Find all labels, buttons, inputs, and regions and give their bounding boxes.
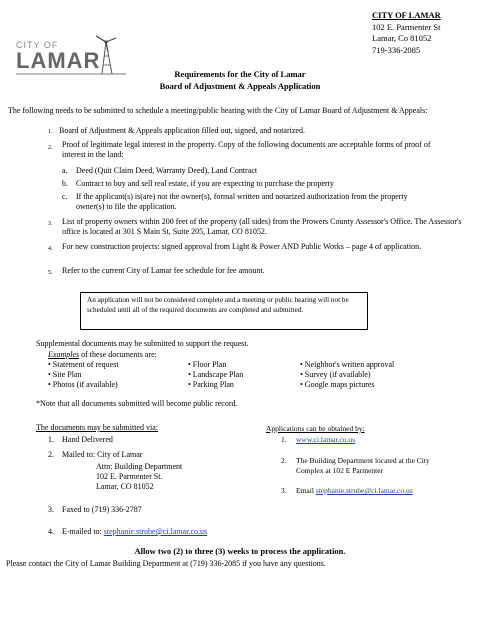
mail-city: Lamar, CO 81052 xyxy=(96,482,154,491)
obtain-building-dept: The Building Department located at the City Complex at 102 E Parmenter xyxy=(296,456,430,475)
intro-text: The following needs to be submitted to schedule a meeting/public hearing with the City of Lamar Board of Adjustment & Appeals: xyxy=(8,106,428,115)
processing-time: Allow two (2) to three (3) weeks to process the application. xyxy=(134,546,346,556)
req-text-2: Proof of legitimate legal interest in the property. Copy of the following documents are acceptable forms of proof of interest in the land: xyxy=(62,140,431,159)
address-block xyxy=(372,10,441,56)
obtain-num-1: 1. xyxy=(281,435,287,444)
submit-heading: The documents may be submitted via: xyxy=(36,423,158,432)
submit-num-3: 3. xyxy=(48,505,54,514)
submit-num-4: 4. xyxy=(48,527,54,536)
submit-mail: Mailed to: City of Lamar xyxy=(62,450,143,459)
req-num-2: 2. xyxy=(48,145,53,151)
example-item: • Photos (if available) xyxy=(48,380,118,389)
examples-col-2 xyxy=(188,360,243,390)
supplemental-intro: Supplemental documents may be submitted to support the request. xyxy=(36,339,249,348)
req-num-5: 5. xyxy=(48,270,53,276)
example-item: • Statement of request xyxy=(48,360,119,369)
sub-text-a: Deed (Quit Claim Deed, Warranty Deed), Land Contract xyxy=(76,166,258,175)
req-text-1: Board of Adjustment & Appeals application filled out, signed, and notarized. xyxy=(59,126,305,135)
req-num-4: 4. xyxy=(48,246,53,252)
website-link[interactable]: www.ci.lamar.co.us xyxy=(296,435,356,444)
obtain-heading: Applications can be obtained by: xyxy=(266,424,365,433)
obtain-num-2: 2. xyxy=(281,456,287,465)
example-item: • Site Plan xyxy=(48,370,82,379)
org-street: 102 E. Parmenter St xyxy=(372,21,441,32)
submit-email: E-mailed to: stephanie.strube@ci.lamar.co.us xyxy=(62,527,208,536)
org-name: CITY OF LAMAR xyxy=(372,10,441,20)
req-num-1: 1. xyxy=(48,129,53,135)
req-text-5: Refer to the current City of Lamar fee schedule for fee amount. xyxy=(62,266,265,275)
submit-num-1: 1. xyxy=(48,435,54,444)
sub-letter-c: c. xyxy=(62,192,68,201)
logo-text-top: CITY OF xyxy=(16,40,59,50)
public-record-note: *Note that all documents submitted will become public record. xyxy=(36,399,238,408)
req-text-3: List of property owners within 200 feet of the property (all sides) from the Prowers County Assessor's Office. The Assessor's office is located at 301 S Main St, Suite 205, Lamar, CO 81052. xyxy=(62,217,462,236)
req-num-3: 3. xyxy=(48,221,53,227)
submit-email-link[interactable]: stephanie.strube@ci.lamar.co.us xyxy=(103,527,208,536)
contact-text: Please contact the City of Lamar Building Department at (719) 336-2085 if you have any questions. xyxy=(6,559,326,568)
obtain-email-link[interactable]: stephanie.strube@ci.lamar.co.us xyxy=(315,486,413,495)
org-city: Lamar, Co 81052 xyxy=(372,33,432,43)
examples-col-3 xyxy=(300,360,394,390)
example-item: • Neighbor's written approval xyxy=(300,360,395,369)
sub-letter-a: a. xyxy=(62,166,68,175)
title-line-2: Board of Adjustment & Appeals Application xyxy=(159,81,321,91)
submit-fax: Faxed to (719) 336-2787 xyxy=(62,505,142,514)
obtain-num-3: 3. xyxy=(281,486,287,495)
submit-num-2: 2. xyxy=(48,450,54,459)
obtain-email: Email stephanie.strube@ci.lamar.co.us xyxy=(296,486,413,495)
example-item: • Parking Plan xyxy=(188,380,234,389)
notice-text: An application will not be considered complete and a meeting or public hearing will not be scheduled until all of the required documents are completed and submitted. xyxy=(87,296,349,314)
examples-heading: Examples of these documents are: xyxy=(48,350,157,359)
example-item: • Floor Plan xyxy=(188,360,227,369)
req-text-4: For new construction projects: signed approval from Light & Power AND Public Works – page 4 of application. xyxy=(62,242,422,251)
example-item: • Survey (if available) xyxy=(300,370,371,379)
submit-hand: Hand Delivered xyxy=(62,435,113,444)
mail-street: 102 E. Parmenter St. xyxy=(96,472,163,481)
examples-col-1 xyxy=(48,360,119,390)
sub-text-b: Contract to buy and sell real estate, if you are expecting to purchase the property xyxy=(76,179,334,188)
org-phone: 719-336-2085 xyxy=(372,44,421,55)
mail-address xyxy=(96,462,182,492)
sub-letter-b: b. xyxy=(62,179,68,188)
notice-box xyxy=(80,292,368,330)
sub-text-c: If the applicant(s) is(are) not the owner(s), formal written and notarized authorization from the property owner(s) to file the application. xyxy=(76,192,408,211)
example-item: • Landscape Plan xyxy=(188,370,244,379)
logo-text-main: LAMAR xyxy=(16,48,101,73)
title-line-1: Requirements for the City of Lamar xyxy=(174,69,306,79)
mail-attn: Attn: Building Department xyxy=(96,462,183,471)
example-item: • Google maps pictures xyxy=(300,380,375,389)
